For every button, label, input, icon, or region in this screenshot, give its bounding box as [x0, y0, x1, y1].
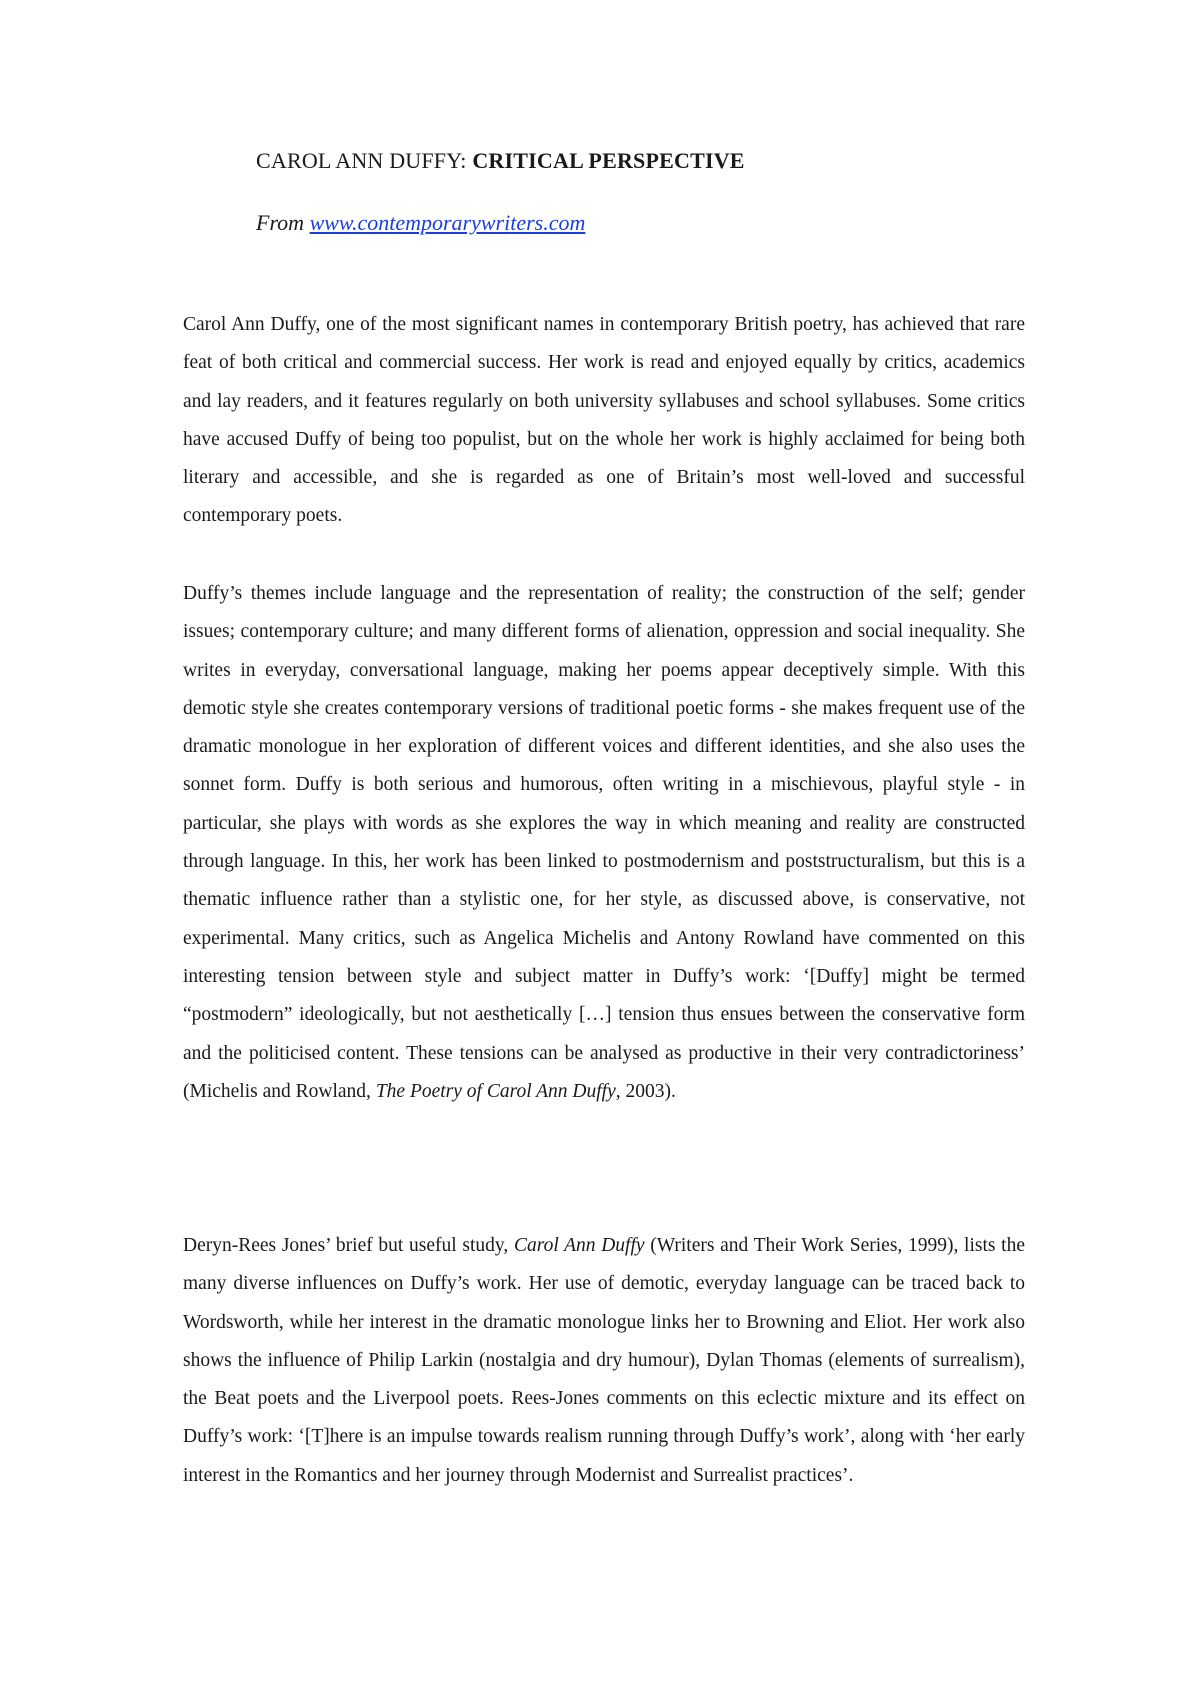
title-subject: CRITICAL PERSPECTIVE: [472, 148, 745, 173]
document-title: [256, 148, 745, 174]
body-paragraph-2: [183, 575, 1025, 1111]
body-paragraph-3: [183, 1227, 1025, 1495]
paragraph-3-text: Deryn-Rees Jones’ brief but useful study,: [183, 1235, 514, 1256]
paragraph-3-tail: (Writers and Their Work Series, 1999), lists the many diverse influences on Duffy’s work. Her use of demotic, everyday language can be traced back to Wordsworth, while her interest in the dramatic monologue links her to Browning and Eliot. Her work also shows the influence of Philip Larkin (nostalgia and dry humour), Dylan Thomas (elements of surrealism), the Beat poets and the Liverpool poets. Rees-Jones comments on this eclectic mixture and its effect on Duffy’s work: ‘[T]here is an impulse towards realism running through Duffy’s work’, along with ‘her early interest in the Romantics and her journey through Modernist and Surrealist practices’.: [183, 1235, 1025, 1486]
book-title-poetry-of-carol-ann-duffy: The Poetry of Carol Ann Duffy: [375, 1080, 616, 1102]
book-title-carol-ann-duffy: Carol Ann Duffy: [513, 1235, 645, 1256]
source-link[interactable]: www.contemporarywriters.com: [309, 210, 586, 235]
source-prefix: From: [256, 210, 310, 235]
title-author: CAROL ANN DUFFY:: [256, 148, 473, 173]
paragraph-2-text: Duffy’s themes include language and the representation of reality; the construction of the self; gender issues; contemporary culture; and many different forms of alienation, oppression and social inequality. She writes in everyday, conversational language, making her poems appear deceptively simple. With this demotic style she creates contemporary versions of traditional poetic forms - she makes frequent use of the dramatic monologue in her exploration of different voices and different identities, and she also uses the sonnet form. Duffy is both serious and humorous, often writing in a mischievous, playful style - in particular, she plays with words as she explores the way in which meaning and reality are constructed through language. In this, her work has been linked to postmodernism and poststructuralism, but this is a thematic influence rather than a stylistic one, for her style, as discussed above, is conservative, not experimental. Many critics, such as Angelica Michelis and Antony Rowland have commented on this interesting tension between style and subject matter in Duffy’s work: ‘[Duffy] might be termed “postmodern” ideologically, but not aesthetically […] tension thus ensues between the conservative form and the politicised content. These tensions can be analysed as productive in their very contradictoriness’ (Michelis and Rowland,: [183, 583, 1025, 1102]
source-line: [256, 210, 585, 236]
paragraph-2-tail: , 2003).: [615, 1080, 676, 1102]
body-paragraph-1: Carol Ann Duffy, one of the most significant names in contemporary British poetry, has achieved that rare feat of both critical and commercial success. Her work is read and enjoyed equally by critics, academics and lay readers, and it features regularly on both university syllabuses and school syllabuses. Some critics have accused Duffy of being too populist, but on the whole her work is highly acclaimed for being both literary and accessible, and she is regarded as one of Britain’s most well-loved and successful contemporary poets.: [183, 314, 1025, 527]
